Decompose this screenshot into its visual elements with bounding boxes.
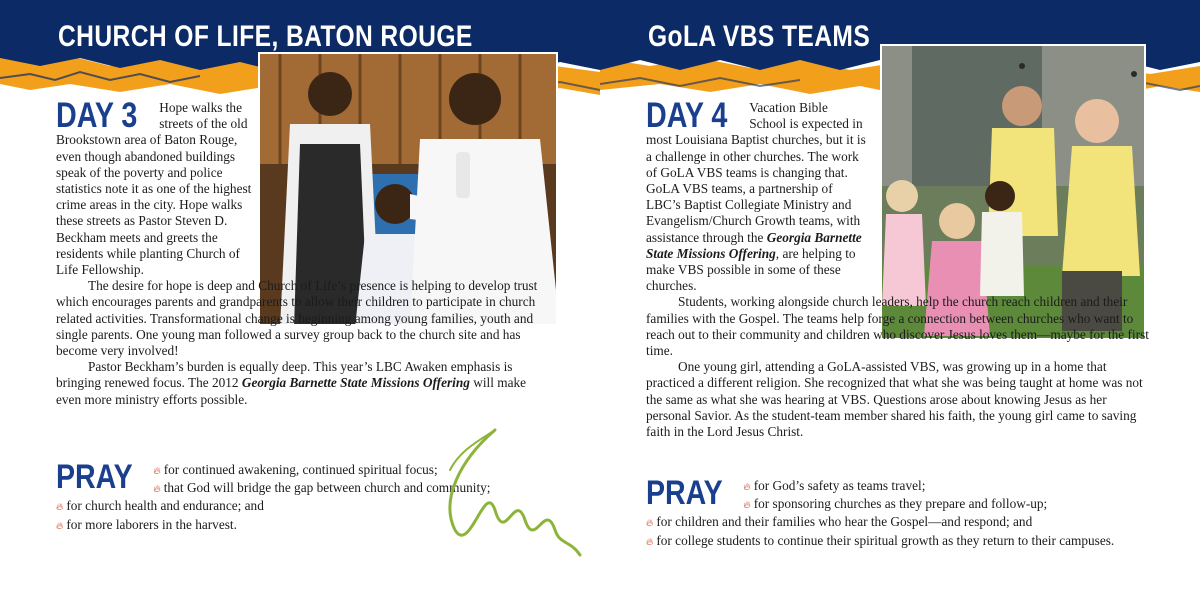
flame-bullet-icon: 🔥︎ xyxy=(56,502,64,514)
left-paragraph-3-start: Pastor Beckham’s burden is equally deep. This year’s LBC Awaken emphasis is bringing renewed focus. The 2012 xyxy=(56,359,513,391)
day-label: DAY 3 xyxy=(56,96,138,135)
pray-item-text: for college students to continue their spiritual growth as they return to their campuses. xyxy=(656,532,1115,548)
right-paragraph-1 xyxy=(646,96,868,294)
pray-item-text: for sponsoring churches as they prepare and follow-up; xyxy=(753,496,1048,512)
offering-name: Georgia Barnette State Missions Offering xyxy=(241,375,470,391)
pray-item-text: for continued awakening, continued spiritual focus; xyxy=(163,462,438,477)
pray-label: PRAY xyxy=(646,474,723,512)
right-paragraph-3-text: One young girl, attending a GoLA-assisted VBS, was growing up in a home that practiced a different religion. She recognized that what she was being taught at home was not the same as what she was hearing at VBS. Questions arose about knowing Jesus as her personal Savior. As the student-team member shared his faith, the young girl came to saving faith in the Lord Jesus Christ. xyxy=(646,359,1143,440)
flame-bullet-icon: 🔥︎ xyxy=(153,466,161,477)
right-paragraph-3 xyxy=(646,359,1152,440)
flame-bullet-icon: 🔥︎ xyxy=(646,518,654,530)
pray-item xyxy=(646,514,1156,532)
pray-item-text: that God will bridge the gap between church and community; xyxy=(163,480,491,496)
flame-bullet-icon: 🔥︎ xyxy=(743,482,751,493)
flame-bullet-icon: 🔥︎ xyxy=(56,520,64,532)
right-pray-section xyxy=(646,474,1156,551)
page-title: GoLA VBS TEAMS xyxy=(648,20,871,53)
left-paragraph-3 xyxy=(56,359,542,408)
left-paragraph-1-text: Hope walks the streets of the old Brookstown area of Baton Rouge, even though abandoned buildings speak of the poverty and police statistics note it as one of the highest crime areas in the city. Hope walks these streets as Pastor Steven D. Beckham meets and greets the residents while planting Church of Life Fellowship. xyxy=(56,100,252,278)
left-paragraph-1 xyxy=(56,96,256,278)
pray-label: PRAY xyxy=(56,458,133,496)
flame-bullet-icon: 🔥︎ xyxy=(646,536,654,548)
page-title: CHURCH OF LIFE, BATON ROUGE xyxy=(58,20,473,53)
right-paragraph-2 xyxy=(646,294,1152,359)
offering-name: Georgia Barnette State Missions Offering xyxy=(646,229,862,261)
flame-bullet-icon: 🔥︎ xyxy=(153,484,161,496)
pray-item-text: for church health and endurance; and xyxy=(66,498,264,514)
pray-item-text: for God’s safety as teams travel; xyxy=(753,478,926,493)
pray-item-text: for more laborers in the harvest. xyxy=(66,516,237,532)
pray-item-text: for children and their families who hear the Gospel—and respond; and xyxy=(656,514,1033,530)
right-paragraph-1-end: , are helping to make VBS possible in some of these churches. xyxy=(646,245,856,294)
decorative-squiggle xyxy=(400,420,590,570)
left-article xyxy=(56,96,542,408)
right-paragraph-2-text: Students, working alongside church leaders, help the church reach children and their families with the Gospel. The teams help forge a connection between churches who want to reach out to their community and children who discover Jesus loves them—maybe for the first time. xyxy=(646,294,1149,359)
flame-bullet-icon: 🔥︎ xyxy=(743,500,751,512)
left-paragraph-3-end: will make even more ministry efforts possible. xyxy=(56,375,527,407)
right-paragraph-1-start: Vacation Bible School is expected in most Louisiana Baptist churches, but it is a challenge in other churches. The work of GoLA VBS teams is changing that. GoLA VBS teams, a partnership of LBC’s Baptist Collegiate Ministry and Evangelism/Church Growth teams, with assistance through the xyxy=(646,100,866,245)
right-page xyxy=(600,0,1200,600)
day-label: DAY 4 xyxy=(646,96,728,135)
left-paragraph-2-text: The desire for hope is deep and Church of Life’s presence is helping to develop trust which encourages parents and grandparents to allow their children to participate in church related activities. Transformational change is beginning among young families, youth and single parents. One young man followed a survey group back to the church site and has become very involved! xyxy=(56,278,538,359)
pray-item xyxy=(646,533,1156,551)
right-article xyxy=(646,96,1152,440)
left-paragraph-2 xyxy=(56,278,542,359)
